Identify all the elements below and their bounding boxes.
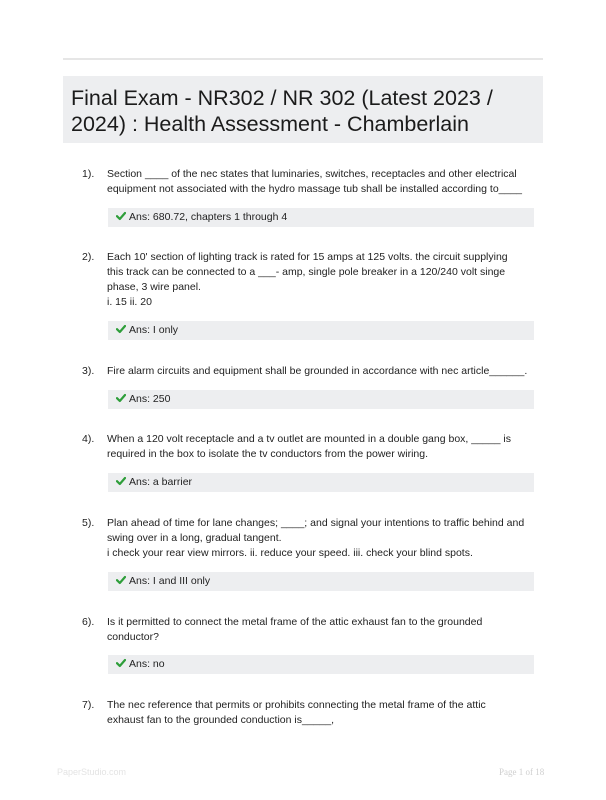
question-line: Each 10' section of lighting track is rated for 15 amps at 125 volts. the circuit supplying xyxy=(107,251,508,263)
question-line: exhaust fan to the grounded conduction is_____, xyxy=(107,714,335,726)
question-number: 2). xyxy=(82,251,95,263)
page-number: Page 1 of 18 xyxy=(499,767,545,777)
question-number: 1). xyxy=(82,168,95,180)
question-line: Plan ahead of time for lane changes; ____; and signal your intentions to traffic behind and xyxy=(107,517,525,529)
answer-box xyxy=(108,390,534,409)
question-line: equipment not associated with the hydro massage tub shall be installed according to____ xyxy=(107,183,523,195)
question-line: required in the box to isolate the tv conductors from the power wiring. xyxy=(107,448,428,460)
question-number: 5). xyxy=(82,517,95,529)
question-line: Is it permitted to connect the metal frame of the attic exhaust fan to the grounded xyxy=(107,616,483,628)
question-line: The nec reference that permits or prohibits connecting the metal frame of the attic xyxy=(107,699,486,711)
title-line-2: 2024) : Health Assessment - Chamberlain xyxy=(71,112,469,136)
check-icon xyxy=(116,393,126,403)
check-icon xyxy=(116,575,126,585)
title-banner xyxy=(63,76,543,143)
answer-text: Ans: 250 xyxy=(129,393,171,405)
check-icon xyxy=(116,211,126,221)
question-text xyxy=(107,364,532,379)
answer-text: Ans: a barrier xyxy=(129,476,193,488)
answer-box xyxy=(108,473,534,492)
question-line: conductor? xyxy=(107,631,159,643)
question-text xyxy=(107,167,532,197)
question-line: i check your rear view mirrors. ii. reduce your speed. iii. check your blind spots. xyxy=(107,547,473,559)
footer-watermark: PaperStudio.com xyxy=(57,767,127,777)
question-text xyxy=(107,516,532,561)
question-text xyxy=(107,698,532,728)
question-line: i. 15 ii. 20 xyxy=(107,296,152,308)
question-text xyxy=(107,250,532,310)
question-number: 3). xyxy=(82,365,95,377)
answer-text: Ans: I and III only xyxy=(129,575,211,587)
question-text xyxy=(107,615,532,645)
check-icon xyxy=(116,476,126,486)
question-number: 4). xyxy=(82,433,95,445)
question-line: phase, 3 wire panel. xyxy=(107,281,201,293)
question-text xyxy=(107,432,532,462)
answer-box xyxy=(108,655,534,674)
answer-text: Ans: 680.72, chapters 1 through 4 xyxy=(129,211,288,223)
question-line: Section ____ of the nec states that luminaries, switches, receptacles and other electrical xyxy=(107,168,517,180)
check-icon xyxy=(116,324,126,334)
question-line: this track can be connected to a ___- amp, single pole breaker in a 120/240 volt singe xyxy=(107,266,506,278)
title-line-1: Final Exam - NR302 / NR 302 (Latest 2023 / xyxy=(71,86,493,110)
answer-box xyxy=(108,572,534,591)
answer-box xyxy=(108,208,534,227)
answer-text: Ans: no xyxy=(129,658,165,670)
page-title xyxy=(71,85,535,137)
top-divider xyxy=(63,58,543,60)
question-line: swing over in a long, gradual tangent. xyxy=(107,532,282,544)
question-number: 7). xyxy=(82,699,95,711)
answer-text: Ans: I only xyxy=(129,324,179,336)
question-line: Fire alarm circuits and equipment shall be grounded in accordance with nec article______. xyxy=(107,365,528,377)
check-icon xyxy=(116,658,126,668)
answer-box xyxy=(108,321,534,340)
question-number: 6). xyxy=(82,616,95,628)
question-line: When a 120 volt receptacle and a tv outlet are mounted in a double gang box, _____ is xyxy=(107,433,511,445)
